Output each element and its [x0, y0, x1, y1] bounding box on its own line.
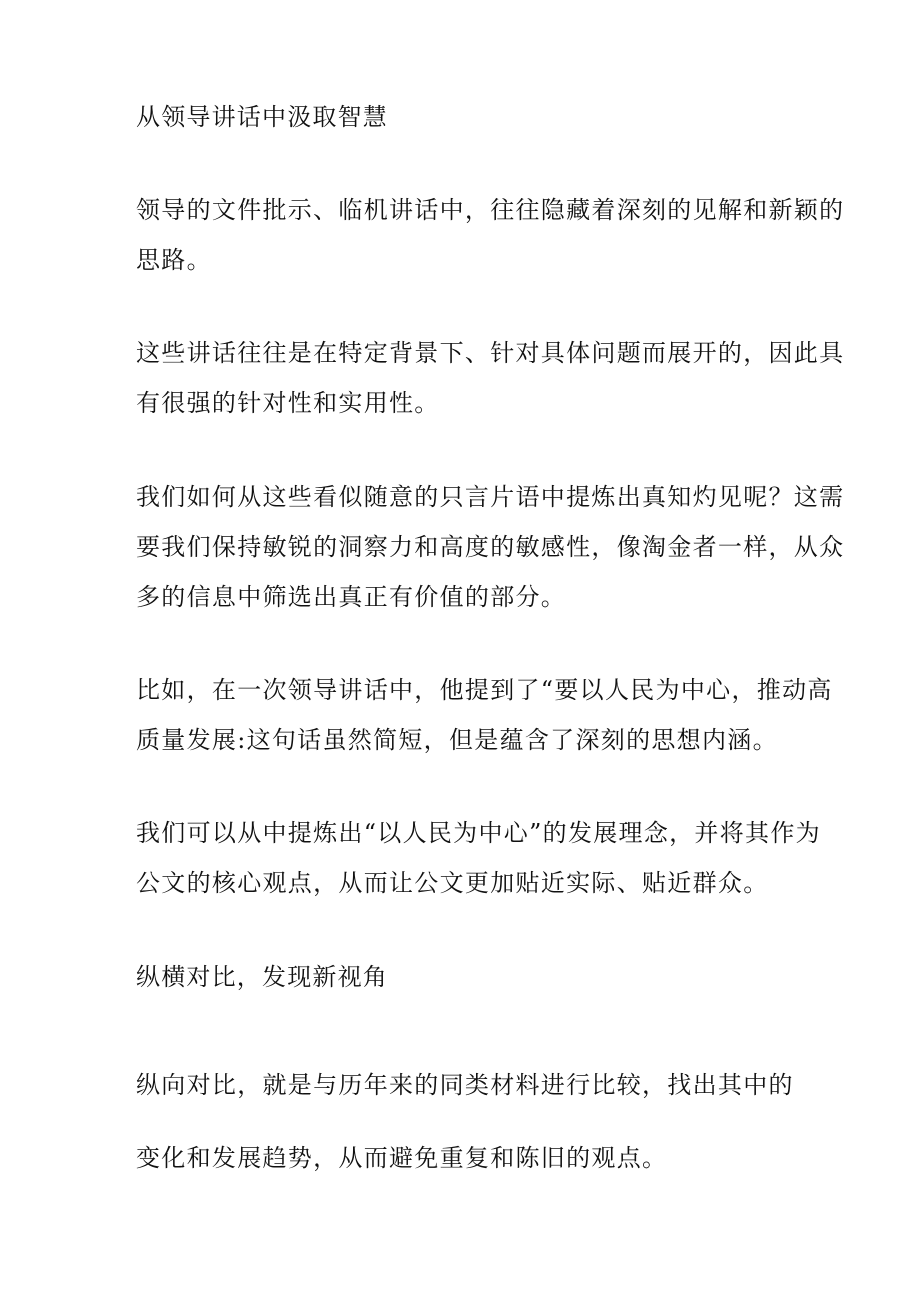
- paragraph-1-line-2: 思路。: [136, 246, 212, 274]
- paragraph-5-line-1: 我们可以从中提炼出“以人民为中心”的发展理念，并将其作为: [136, 819, 821, 847]
- paragraph-3-line-3: 多的信息中筛选出真正有价值的部分。: [136, 583, 567, 611]
- paragraph-7: 变化和发展趋势，从而避免重复和陈旧的观点。: [136, 1144, 668, 1172]
- paragraph-1-line-1: 领导的文件批示、临机讲话中，往往隐藏着深刻的见解和新颖的: [136, 196, 845, 224]
- paragraph-6: 纵向对比，就是与历年来的同类材料进行比较，找出其中的: [136, 1071, 794, 1099]
- paragraph-4-line-1: 比如，在一次领导讲话中，他提到了“要以人民为中心，推动高: [136, 676, 833, 704]
- paragraph-3-line-1: 我们如何从这些看似随意的只言片语中提炼出真知灼见呢？这需: [136, 483, 845, 511]
- section-heading-2: 纵横对比，发现新视角: [136, 963, 388, 991]
- paragraph-2-line-1: 这些讲话往往是在特定背景下、针对具体问题而展开的，因此具: [136, 339, 845, 367]
- paragraph-2-line-2: 有很强的针对性和实用性。: [136, 389, 440, 417]
- paragraph-3-line-2: 要我们保持敏锐的洞察力和高度的敏感性，像淘金者一样，从众: [136, 533, 845, 561]
- section-heading-1: 从领导讲话中汲取智慧: [136, 103, 388, 131]
- paragraph-4-line-2: 质量发展:这句话虽然简短，但是蕴含了深刻的思想内涵。: [136, 726, 778, 754]
- paragraph-5-line-2: 公文的核心观点，从而让公文更加贴近实际、贴近群众。: [136, 869, 769, 897]
